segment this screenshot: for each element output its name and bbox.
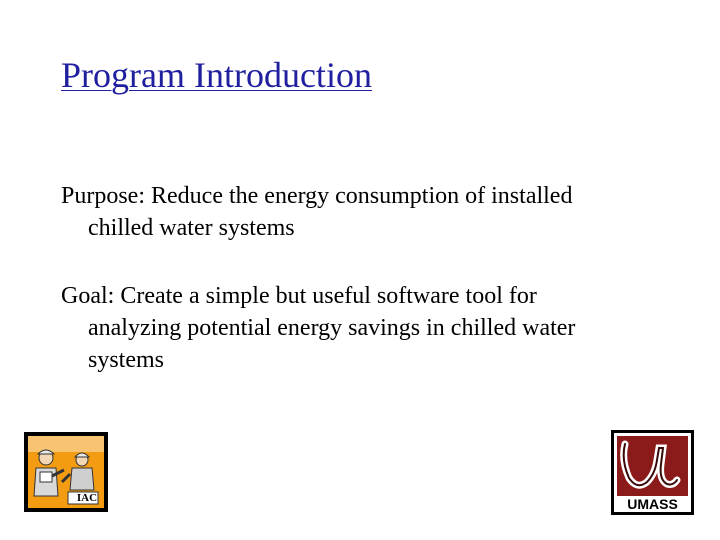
goal-line-2: analyzing potential energy savings in chilled water xyxy=(88,315,576,341)
goal-paragraph xyxy=(61,280,681,376)
iac-logo xyxy=(24,432,108,512)
purpose-line-2: chilled water systems xyxy=(88,215,295,241)
goal-line-1: Goal: Create a simple but useful software tool for xyxy=(61,283,537,309)
purpose-line-1: Purpose: Reduce the energy consumption of installed xyxy=(61,183,573,209)
umass-logo xyxy=(611,430,694,515)
umass-logo-text: UMASS xyxy=(627,496,678,512)
slide-title: Program Introduction xyxy=(61,55,372,95)
iac-logo-text: IAC xyxy=(76,492,98,504)
purpose-paragraph xyxy=(61,180,681,244)
goal-line-3: systems xyxy=(88,347,165,373)
